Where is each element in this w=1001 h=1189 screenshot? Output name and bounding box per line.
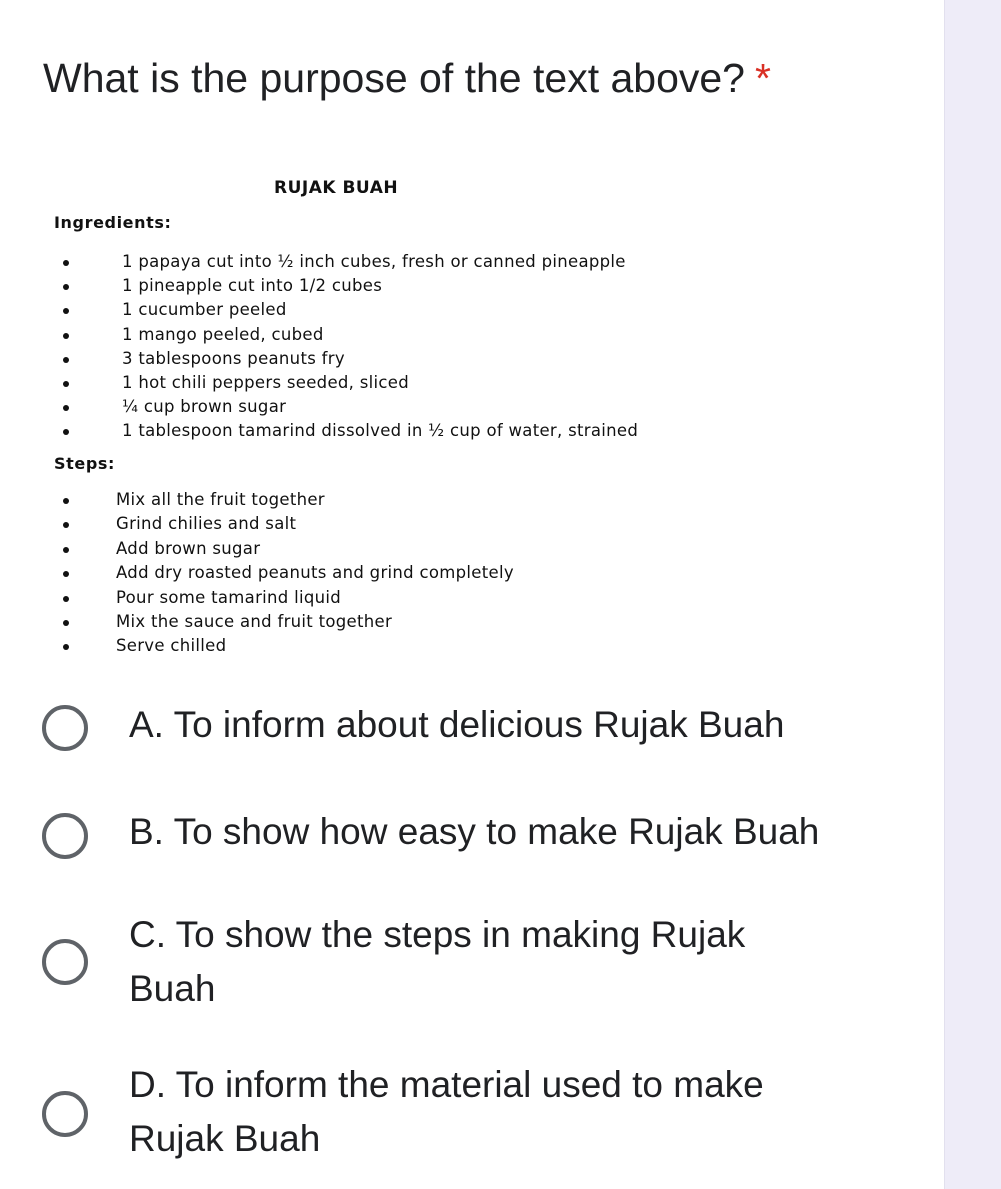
ingredient-text: 1 pineapple cut into 1/2 cubes bbox=[122, 276, 383, 296]
recipe-title: RUJAK BUAH bbox=[274, 178, 399, 198]
question-text: What is the purpose of the text above? bbox=[43, 55, 745, 101]
bullet-icon bbox=[63, 571, 69, 577]
step-text: Grind chilies and salt bbox=[116, 514, 297, 534]
option-b-label[interactable]: B. To show how easy to make Rujak Buah bbox=[129, 811, 820, 852]
step-text: Add dry roasted peanuts and grind completely bbox=[116, 563, 514, 583]
bullet-icon bbox=[63, 405, 69, 411]
radio-button-a[interactable] bbox=[42, 705, 88, 751]
step-text: Pour some tamarind liquid bbox=[116, 587, 342, 607]
step-text: Serve chilled bbox=[116, 636, 227, 656]
ingredient-text: 3 tablespoons peanuts fry bbox=[122, 348, 345, 368]
ingredient-text: 1 cucumber peeled bbox=[122, 300, 287, 320]
bullet-icon bbox=[63, 333, 69, 339]
step-text: Add brown sugar bbox=[116, 538, 261, 558]
option-b[interactable] bbox=[0, 805, 944, 865]
bullet-icon bbox=[63, 308, 69, 314]
side-panel bbox=[944, 0, 1001, 1189]
ingredients-label: Ingredients: bbox=[54, 213, 172, 232]
step-text: Mix all the fruit together bbox=[116, 490, 325, 509]
bullet-icon bbox=[63, 381, 69, 387]
option-c-label[interactable]: C. To show the steps in making Rujak Buah bbox=[129, 914, 746, 1009]
option-d[interactable] bbox=[0, 1058, 944, 1168]
option-d-label[interactable]: D. To inform the material used to make Rujak Buah bbox=[129, 1064, 764, 1159]
radio-button-d[interactable] bbox=[42, 1091, 88, 1137]
required-marker: * bbox=[755, 55, 771, 101]
ingredient-text: 1 tablespoon tamarind dissolved in ½ cup of water, strained bbox=[122, 421, 639, 441]
option-a-label[interactable]: A. To inform about delicious Rujak Buah bbox=[129, 704, 785, 745]
bullet-icon bbox=[63, 596, 69, 602]
ingredient-text: 1 hot chili peppers seeded, sliced bbox=[122, 372, 410, 392]
bullet-icon bbox=[63, 620, 69, 626]
ingredient-text: 1 mango peeled, cubed bbox=[122, 324, 324, 344]
question-title bbox=[43, 50, 771, 106]
option-c[interactable] bbox=[0, 908, 944, 1018]
option-a[interactable] bbox=[0, 698, 944, 758]
radio-button-c[interactable] bbox=[42, 939, 88, 985]
ingredient-text: ¼ cup brown sugar bbox=[122, 397, 287, 417]
ingredient-text: 1 papaya cut into ½ inch cubes, fresh or canned pineapple bbox=[122, 252, 626, 271]
recipe-image bbox=[0, 160, 944, 670]
radio-button-b[interactable] bbox=[42, 813, 88, 859]
bullet-icon bbox=[63, 429, 69, 435]
bullet-icon bbox=[63, 547, 69, 553]
step-text: Mix the sauce and fruit together bbox=[116, 611, 393, 631]
bullet-icon bbox=[63, 357, 69, 363]
bullet-icon bbox=[63, 644, 69, 650]
bullet-icon bbox=[63, 522, 69, 528]
steps-label: Steps: bbox=[54, 454, 115, 473]
bullet-icon bbox=[63, 284, 69, 290]
bullet-icon bbox=[63, 260, 69, 266]
bullet-icon bbox=[63, 498, 69, 504]
